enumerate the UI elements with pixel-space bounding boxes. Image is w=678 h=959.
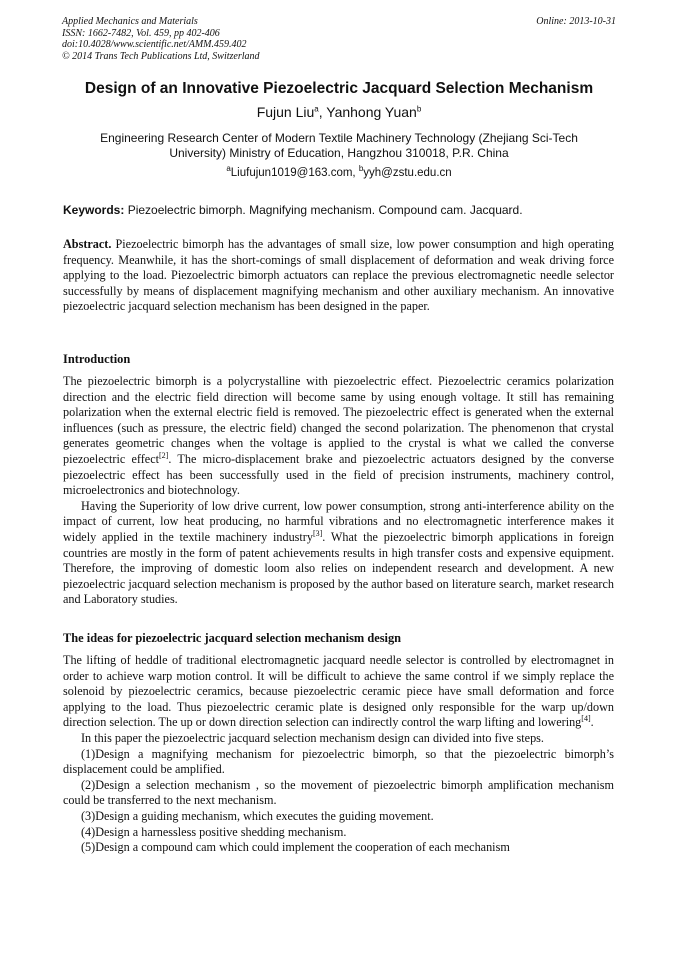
- design-step: (4)Design a harnessless positive shedding mechanism.: [81, 824, 347, 839]
- author-name: Fujun Liu: [256, 104, 315, 120]
- citation-ref[interactable]: [2]: [159, 450, 169, 460]
- keywords: [63, 203, 623, 217]
- design-step: (3)Design a guiding mechanism, which executes the guiding movement.: [81, 808, 434, 823]
- ideas-body: [63, 653, 614, 856]
- author-affiliation-mark: b: [416, 104, 422, 114]
- author-list: [40, 104, 638, 120]
- paragraph: The lifting of heddle of traditional electromagnetic jacquard needle selector is controlled by electromagnet in order to achieve warp motion control. It will be difficult to achieve the same control if we simply replace the solenoid by piezoelectric ceramics, because piezoelectric ceramic piece have small deformation and force applying to the load. Thus piezoelectric ceramic plate is designed only responsible for the warp up/down direction selection. The up or down direction selection can indirectly control the warp lifting and lowering[4].: [63, 653, 614, 730]
- journal-issn: ISSN: 1662-7482, Vol. 459, pp 402-406: [62, 27, 220, 39]
- affiliation: Engineering Research Center of Modern Textile Machinery Technology (Zhejiang Sci-Tech University) Ministry of Education, Hangzhou 310018, P.R. China: [100, 131, 578, 160]
- email-link[interactable]: yyh@zstu.edu.cn: [363, 167, 452, 179]
- design-step: (1)Design a magnifying mechanism for piezoelectric bimorph, so that the piezoelectric bimorph’s displacement could be amplified.: [63, 746, 614, 777]
- author-affiliation-mark: a: [314, 104, 319, 114]
- keywords-text: Piezoelectric bimorph. Magnifying mechanism. Compound cam. Jacquard.: [124, 203, 523, 217]
- email-link[interactable]: Liufujun1019@163.com,: [230, 167, 359, 179]
- paper-title: Design of an Innovative Piezoelectric Jacquard Selection Mechanism: [84, 80, 594, 97]
- journal-header: [62, 16, 616, 62]
- author-separator: ,: [318, 104, 327, 120]
- journal-doi: doi:10.4028/www.scientific.net/AMM.459.402: [62, 39, 247, 50]
- paragraph: Having the Superiority of low drive current, low power consumption, strong anti-interference ability on the impact of current, low heat producing, no harmful vibrations and no electromagnetic interference makes it widely applied in the textile machinery industry[3]. What the piezoelectric bimorph applications in foreign countries are mostly in the form of patent achievements results in high transfer costs and expensive equipment. Therefore, the improving of domestic loom also relies on independent research and development. A new piezoelectric jacquard selection mechanism is proposed by the author based on literature search, market research and Laboratory studies.: [63, 498, 614, 607]
- online-date: Online: 2013-10-31: [536, 16, 616, 27]
- abstract-text: Piezoelectric bimorph has the advantages of small size, low power consumption and high operating frequency. Meanwhile, it has the short-comings of small displacement of deformation and weak driving force applying to the load. Piezoelectric bimorph actuators can replace the previous electromagnetic needle selector successfully by means of displacement magnifying mechanism and other auxiliary mechanism. An innovative piezoelectric jacquard selection mechanism has been designed in the paper.: [63, 237, 614, 314]
- design-step: (5)Design a compound cam which could implement the cooperation of each mechanism: [81, 840, 510, 855]
- keywords-label: Keywords:: [63, 203, 125, 217]
- paragraph: In this paper the piezoelectric jacquard selection mechanism design can divided into five steps.: [81, 730, 544, 745]
- citation-ref[interactable]: [4]: [581, 714, 591, 724]
- citation-ref[interactable]: [3]: [312, 528, 323, 538]
- paragraph: The piezoelectric bimorph is a polycrystalline with piezoelectric effect. Piezoelectric ceramics polarization direction and the electric field direction will become same by using enough voltage. It still has remaining polarization when the external electric field is removed. The piezoelectric effect is generated when the external influences (such as pressure, the electric field) changed the second polarization. The phenomenon that crystal generates geometric changes when the voltage is applied to the crystal is what we called the converse piezoelectric effect[2]. The micro-displacement brake and piezoelectric actuators designed by the converse piezoelectric effect has been successfully used in the field of precision instruments, machinery control, microelectronics and biotechnology.: [63, 374, 614, 498]
- journal-copyright: © 2014 Trans Tech Publications Ltd, Switzerland: [62, 50, 260, 62]
- section-heading-ideas: The ideas for piezoelectric jacquard selection mechanism design: [63, 631, 402, 645]
- author-name: Yanhong Yuan: [326, 104, 417, 120]
- abstract-label: Abstract.: [63, 237, 112, 251]
- abstract: [63, 237, 614, 315]
- email-mark: a: [226, 164, 231, 174]
- section-heading-introduction: Introduction: [63, 352, 131, 366]
- email-mark: b: [358, 164, 364, 174]
- journal-name: Applied Mechanics and Materials: [62, 16, 198, 27]
- design-step: (2)Design a selection mechanism , so the movement of piezoelectric bimorph amplification mechanism could be transferred to the next mechanism.: [63, 777, 614, 808]
- author-emails: [40, 164, 638, 179]
- introduction-body: [63, 374, 614, 608]
